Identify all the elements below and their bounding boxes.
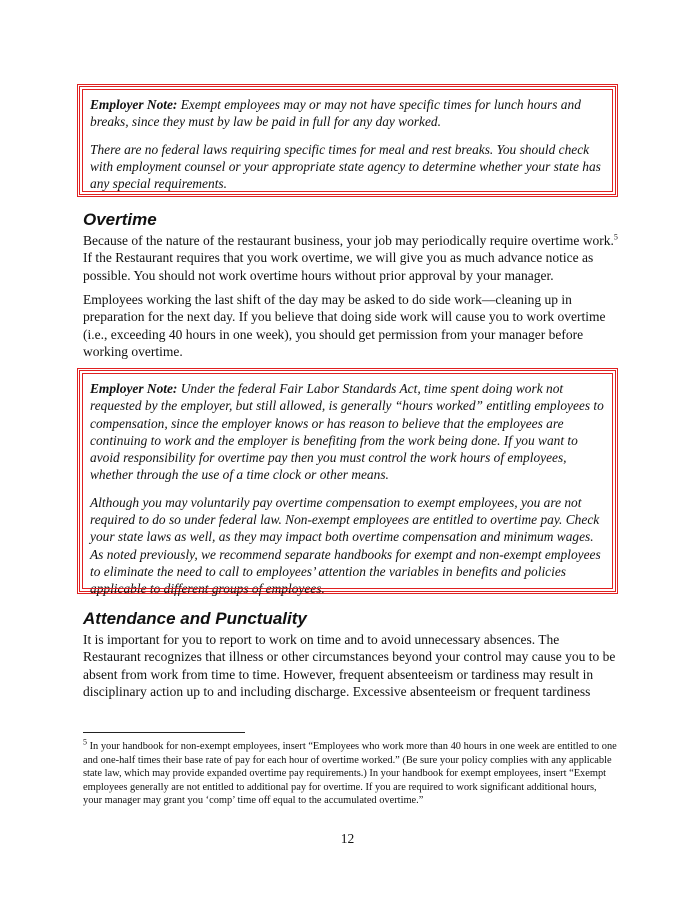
footnote-reference[interactable]: 5 bbox=[613, 232, 618, 242]
section-heading-overtime: Overtime bbox=[83, 210, 157, 229]
note-label: Employer Note: bbox=[90, 97, 178, 112]
footnote-5: $^5$ In your handbook for non-exempt employees, insert “Employees who work more than 40 hours in one week are entitled to one and one-half times their base rate of pay for each hour of overtime worked.” (Be sure your policy complies with any applicable state law, which may provide expanded overtime pay requirements.) In your handbook for exempt employees, insert “Exempt employees generally are not entitled to additional pay for overtime. If you are required to work significant additional hours, your manager may grant you ‘comp’ time off equal to the accumulated overtime.” bbox=[83, 737, 617, 807]
footnote-number: 5 bbox=[83, 737, 87, 747]
employer-note-overtime bbox=[77, 368, 618, 597]
page-number: 12 bbox=[340, 831, 355, 846]
section-heading-attendance: Attendance and Punctuality bbox=[83, 609, 307, 628]
note-paragraph: Employer Note: Exempt employees may or may not have specific times for lunch hours and breaks, since they must by law be paid in full for any day worked. bbox=[90, 97, 581, 130]
attendance-paragraph-1: It is important for you to report to work on time and to avoid unnecessary absences. The Restaurant recognizes that illness or other circumstances beyond your control may cause you to be absent from work from time to time. However, frequent absenteeism or tardiness may result in disciplinary action up to and including discharge. Excessive absenteeism or frequent tardiness bbox=[83, 632, 616, 699]
overtime-paragraph-1: Because of the nature of the restaurant business, your job may periodically require overtime work.$^5$ If the Restaurant requires that you work overtime, we will give you as much advance notice as possible. You should not work overtime hours without prior approval by your manager. bbox=[83, 232, 618, 283]
employer-note-breaks bbox=[77, 84, 618, 197]
note-label: Employer Note: bbox=[90, 381, 178, 396]
note-paragraph: Although you may voluntarily pay overtime compensation to exempt employees, you are not required to do so under federal law. Non-exempt employees are entitled to overtime pay. Check your state laws as well, as they may impact both overtime compensation and minimum wages. As noted previously, we recommend separate handbooks for exempt and non-exempt employees to eliminate the need to call to employees’ attention the variables in benefits and policies applicable to different groups of employees. bbox=[90, 494, 601, 597]
note-paragraph: There are no federal laws requiring specific times for meal and rest breaks. You should check with employment counsel or your appropriate state agency to determine whether your state has any special requirements. bbox=[90, 141, 601, 192]
footnote-divider bbox=[83, 732, 245, 733]
note-paragraph: Employer Note: Under the federal Fair Labor Standards Act, time spent doing work not requested by the employer, but still allowed, is generally “hours worked” entitling employees to compensation, since the employer knows or has reason to believe that the employees are continuing to work and the employer is benefiting from the work being done. If you want to avoid responsibility for overtime pay then you must control the work hours of employees, whether through the use of a time clock or other means. bbox=[90, 381, 604, 483]
overtime-paragraph-2: Employees working the last shift of the day may be asked to do side work—cleaning up in preparation for the next day. If you believe that doing side work will cause you to work overtime (i.e., exceeding 40 hours in one week), you should get permission from your manager before working overtime. bbox=[83, 292, 606, 359]
